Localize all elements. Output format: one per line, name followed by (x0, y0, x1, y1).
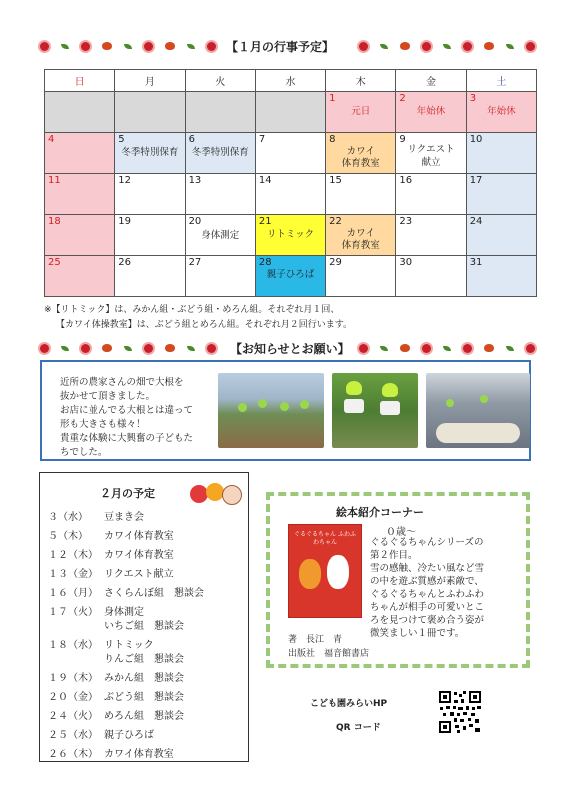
schedule-row (48, 527, 174, 542)
day-number: 4 (48, 134, 55, 145)
desc-line: 微笑ましい１冊です。 (370, 628, 465, 639)
notice-line: 形も大きさも様々！ (60, 419, 146, 430)
desc-line: の中を遊ぶ質感が素敵で、 (370, 576, 484, 587)
schedule-date: １８（水） (48, 640, 98, 651)
notice-line: お店に並んでる大根とは違って (60, 405, 194, 416)
schedule-event: みかん組 懇談会 (104, 673, 184, 684)
schedule-row (48, 707, 184, 722)
hp-label: こども園みらいHP (310, 699, 388, 709)
bean-throwing-illustration (190, 481, 242, 505)
schedule-event: 親子ひろば (104, 730, 154, 741)
schedule-event: ぶどう組 懇談会 (104, 692, 184, 703)
event-label: 身体測定 (201, 230, 240, 241)
calendar-cell (45, 133, 115, 174)
schedule-row (48, 508, 144, 523)
calendar-cell (396, 133, 466, 174)
calendar-cell (115, 174, 185, 215)
event-label: カワイ (346, 146, 375, 157)
book-publisher: 出版社 福音館書店 (288, 649, 370, 659)
schedule-event: カワイ体育教室 (104, 749, 174, 760)
day-number: 31 (469, 257, 483, 268)
calendar-title: 【１月の行事予定】 (222, 38, 338, 55)
calendar-cell (396, 215, 466, 256)
day-number: 22 (329, 216, 342, 227)
day-number: 21 (258, 216, 272, 227)
day-number: 3 (469, 93, 477, 104)
desc-line: ぐるぐるちゃんシリーズの (370, 537, 484, 548)
weekday-mon: 月 (115, 70, 185, 92)
schedule-event: めろん組 懇談会 (104, 711, 184, 722)
book-cover-title: ぐるぐるちゃん ふわふわちゃん (294, 531, 356, 546)
schedule-row (48, 726, 154, 741)
day-number: 9 (399, 134, 406, 145)
event-label: 年始休 (416, 106, 446, 117)
schedule-event: リクエスト献立 (104, 569, 174, 580)
day-number: 6 (188, 134, 195, 145)
event-label: 献立 (421, 157, 441, 168)
event-label: 体育教室 (341, 158, 380, 169)
notice-line: ちでした。 (60, 447, 108, 458)
event-label: 冬季特別保育 (121, 147, 179, 158)
schedule-event: 豆まき会 (104, 512, 144, 523)
day-number: 30 (399, 257, 413, 268)
calendar-cell (396, 174, 466, 215)
day-number: 18 (48, 216, 61, 227)
calendar-cell (326, 133, 396, 174)
calendar-cell (255, 256, 325, 297)
photo-radish (426, 373, 530, 448)
calendar-cell (185, 174, 255, 215)
calendar-cell (255, 133, 325, 174)
calendar-cell (255, 92, 325, 133)
calendar-cell (45, 215, 115, 256)
notice-text (60, 376, 193, 460)
weekday-sun: 日 (45, 70, 115, 92)
calendar-cell (45, 256, 115, 297)
day-number: 12 (118, 175, 132, 186)
weekday-sat: 土 (466, 70, 536, 92)
day-number: 20 (188, 216, 202, 227)
schedule-date: １６（月） (48, 588, 98, 599)
event-label: リトミック (266, 229, 315, 240)
day-number: 25 (48, 257, 61, 268)
weekday-wed: 水 (255, 70, 325, 92)
event-label: カワイ (346, 228, 375, 239)
day-number: 14 (258, 175, 272, 186)
schedule-date: ２５（水） (48, 730, 98, 741)
picture-book-title: 絵本紹介コーナー (336, 506, 424, 519)
desc-line: ちゃんが相手の可愛いとこ (370, 602, 485, 613)
event-label: 体育教室 (341, 240, 380, 251)
schedule-event: 身体測定 (104, 607, 144, 618)
desc-line: 第２作目。 (370, 550, 418, 561)
day-number: 11 (48, 175, 61, 186)
calendar-cell (255, 215, 325, 256)
day-number: 26 (118, 257, 132, 268)
book-author: 著 長江 青 (288, 635, 343, 645)
day-number: 5 (118, 134, 125, 145)
photo-field (218, 373, 324, 448)
schedule-date: ２６（木） (48, 749, 98, 760)
day-number: 10 (469, 134, 483, 145)
schedule-event: さくらんぼ組 懇談会 (104, 588, 204, 599)
calendar-cell (326, 174, 396, 215)
day-number: 23 (399, 216, 413, 227)
day-number: 8 (329, 134, 336, 145)
calendar-cell (115, 133, 185, 174)
calendar-cell (326, 215, 396, 256)
schedule-event: リトミック (104, 640, 154, 651)
day-number: 28 (258, 257, 272, 268)
calendar-cell (396, 256, 466, 297)
calendar-cell (466, 133, 536, 174)
schedule-date: ５（木） (48, 531, 88, 542)
calendar-cell (396, 92, 466, 133)
calendar-cell (45, 174, 115, 215)
weekday-fri: 金 (396, 70, 466, 92)
day-number: 16 (399, 175, 413, 186)
schedule-date: ３（水） (48, 512, 88, 523)
schedule-row (48, 688, 184, 703)
schedule-row (48, 669, 184, 684)
day-number: 29 (329, 257, 342, 268)
calendar-cell (185, 256, 255, 297)
schedule-event-extra: りんご組 懇談会 (104, 654, 184, 665)
desc-line: 雪の感触、冷たい風など雪 (370, 563, 485, 574)
qr-label: QR コード (336, 723, 381, 733)
picture-book-box (266, 492, 530, 668)
february-title: ２月の予定 (100, 487, 155, 500)
weekday-tue: 火 (185, 70, 255, 92)
day-number: 7 (258, 134, 266, 145)
book-description (370, 536, 484, 640)
calendar-cell (466, 92, 536, 133)
schedule-date: １７（火） (48, 607, 98, 618)
day-number: 2 (399, 93, 406, 104)
day-number: 13 (188, 175, 202, 186)
notice-line: 抜かせて頂きました。 (60, 391, 156, 402)
notice-title: 【お知らせとお願い】 (226, 340, 354, 357)
calendar-cell (185, 215, 255, 256)
day-number: 15 (329, 175, 342, 186)
event-label: 親子ひろば (266, 269, 315, 280)
event-label: 冬季特別保育 (191, 147, 249, 158)
day-number: 17 (469, 175, 483, 186)
schedule-date: １３（金） (48, 569, 98, 580)
orange-character-icon (299, 559, 321, 589)
calendar-cell (185, 133, 255, 174)
calendar-cell (466, 174, 536, 215)
schedule-row (48, 603, 144, 618)
book-age: ０歳～ (386, 527, 416, 538)
calendar-note-2: 【カワイ体操教室】は、ぶどう組とめろん組。それぞれ月２回行います。 (56, 320, 353, 330)
schedule-event: カワイ体育教室 (104, 531, 174, 542)
calendar-cell (326, 256, 396, 297)
calendar-cell (45, 92, 115, 133)
schedule-date: ２０（金） (48, 692, 98, 703)
weekday-thu: 木 (326, 70, 396, 92)
calendar-cell (185, 92, 255, 133)
schedule-row (48, 565, 174, 580)
schedule-date: １２（木） (48, 550, 98, 561)
calendar-cell (466, 256, 536, 297)
event-label: 年始休 (487, 106, 516, 117)
desc-line: ろを見つけて褒め合う姿が (370, 615, 485, 626)
schedule-date: １９（木） (48, 673, 98, 684)
day-number: 1 (329, 93, 336, 104)
schedule-row (48, 584, 204, 599)
calendar-cell (115, 215, 185, 256)
day-number: 27 (188, 257, 202, 268)
calendar-cell (466, 215, 536, 256)
january-calendar (44, 69, 537, 297)
schedule-row (48, 546, 174, 561)
desc-line: ぐるぐるちゃんとふわふわ (370, 589, 485, 600)
schedule-row (48, 636, 154, 651)
schedule-event-extra: いちご組 懇談会 (104, 621, 184, 632)
photo-children (332, 373, 418, 448)
calendar-cell (115, 256, 185, 297)
notice-line: 近所の農家さんの畑で大根を (60, 377, 184, 388)
notice-line: 貴重な体験に大興奮の子どもた (60, 433, 194, 444)
white-character-icon (327, 555, 349, 589)
calendar-cell (115, 92, 185, 133)
event-label: リクエスト (407, 144, 455, 155)
day-number: 24 (469, 216, 483, 227)
book-cover (288, 524, 362, 618)
calendar-note-1: ※【リトミック】は、みかん組・ぶどう組・めろん組。それぞれ月１回、 (44, 305, 340, 315)
schedule-date: ２４（火） (48, 711, 98, 722)
event-label: 元日 (351, 106, 371, 117)
calendar-cell (326, 92, 396, 133)
calendar-cell (255, 174, 325, 215)
schedule-row (48, 745, 174, 760)
day-number: 19 (118, 216, 132, 227)
schedule-event: カワイ体育教室 (104, 550, 174, 561)
qr-code-icon[interactable] (438, 690, 482, 734)
